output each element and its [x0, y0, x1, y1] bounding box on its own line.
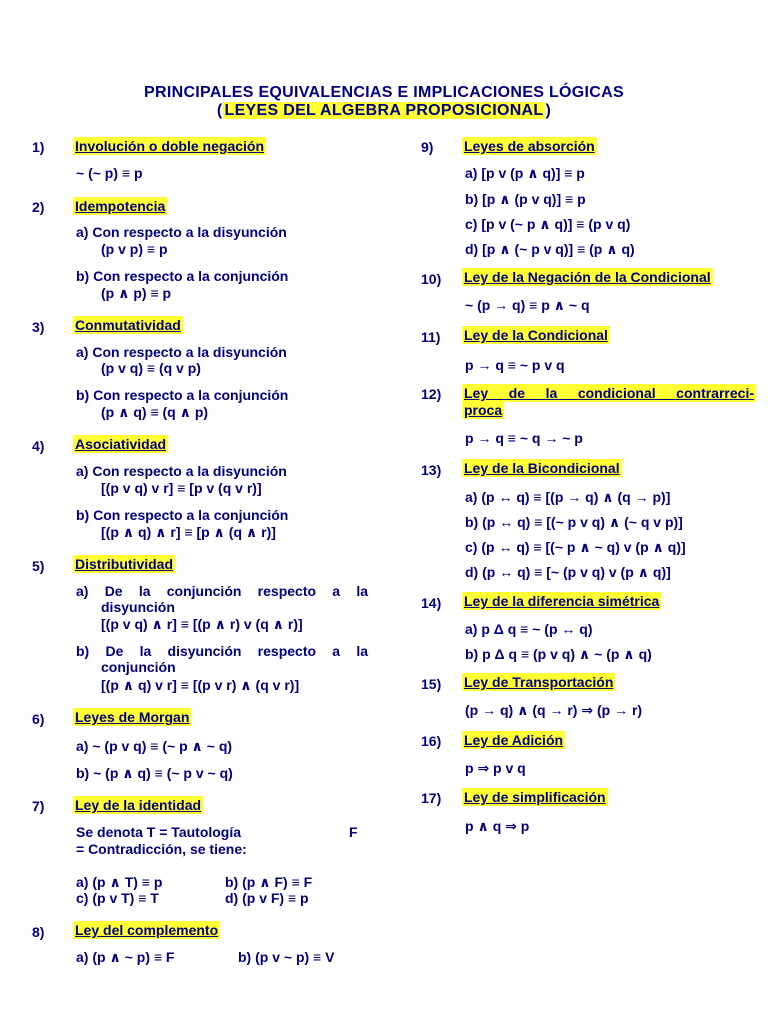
- formula-line: p → q ≡ ~ q → ~ p: [465, 430, 583, 446]
- formula-line: a) Con respecto a la disyunción: [76, 344, 287, 360]
- formula-line: d) [p ∧ (~ p v q)] ≡ (p ∧ q): [465, 241, 635, 257]
- law-heading: Conmutatividad: [75, 317, 181, 333]
- law-number: 5): [32, 558, 45, 574]
- law-number: 4): [32, 438, 45, 454]
- formula-line: p ∧ q ⇒ p: [465, 818, 530, 834]
- formula-line: c) [p v (~ p ∧ q)] ≡ (p v q): [465, 216, 631, 232]
- law-heading: Asociatividad: [75, 436, 167, 452]
- law-number: 17): [421, 790, 442, 806]
- formula-line: a) De la conjunción respecto a la: [76, 583, 368, 599]
- formula-line: b) De la disyunción respecto a la: [76, 643, 368, 659]
- formula-line: a) p Δ q ≡ ~ (p ↔ q): [465, 621, 593, 637]
- document-title-line2: [0, 102, 768, 120]
- formula-line: [(p v q) v r] ≡ [p v (q v r)]: [101, 480, 262, 496]
- law-heading: Ley de la diferencia simétrica: [464, 593, 660, 609]
- formula-line: a) [p v (p ∧ q)] ≡ p: [465, 165, 585, 181]
- formula-line: p → q ≡ ~ p v q: [465, 357, 565, 373]
- law-heading: Leyes de absorción: [464, 138, 595, 154]
- formula-line: p ⇒ p v q: [465, 760, 526, 776]
- formula-line: b) ~ (p ∧ q) ≡ (~ p v ~ q): [76, 765, 233, 781]
- law-number: 1): [32, 139, 45, 155]
- law-number: 3): [32, 319, 45, 335]
- formula-line: [(p ∧ q) v r] ≡ [(p v r) ∧ (q v r)]: [101, 677, 300, 693]
- law-heading: Ley de la Negación de la Condicional: [464, 269, 711, 285]
- formula-line: b) Con respecto a la conjunción: [76, 268, 289, 284]
- law-heading: Leyes de Morgan: [75, 709, 190, 725]
- law-number: 9): [421, 139, 434, 155]
- formula-line: a) ~ (p v q) ≡ (~ p ∧ ~ q): [76, 738, 233, 754]
- formula-line: (p v q) ≡ (q v p): [101, 360, 201, 376]
- formula-line: d) (p v F) ≡ p: [225, 890, 309, 906]
- law-heading-cont: proca: [464, 402, 503, 418]
- law-heading: Ley del complemento: [75, 922, 219, 938]
- law-number: 10): [421, 271, 442, 287]
- law-number: 6): [32, 711, 45, 727]
- law-heading: Ley de la condicional contrarreci-: [464, 385, 754, 401]
- law-heading: Ley de Adición: [464, 732, 564, 748]
- formula-line: a) (p ↔ q) ≡ [(p → q) ∧ (q → p)]: [465, 489, 671, 505]
- document-title-line1: PRINCIPALES EQUIVALENCIAS E IMPLICACIONES LÓGICAS: [144, 84, 624, 101]
- law-heading: Distributividad: [75, 556, 174, 572]
- law-number: 15): [421, 676, 442, 692]
- title-open-paren: (: [216, 102, 223, 119]
- formula-line: b) (p ↔ q) ≡ [(~ p v q) ∧ (~ q v p)]: [465, 514, 683, 530]
- law-number: 7): [32, 798, 45, 814]
- law-heading: Ley de Transportación: [464, 674, 614, 690]
- formula-line: Se denota T = Tautología: [76, 824, 242, 840]
- formula-line: a) (p ∧ T) ≡ p: [76, 874, 163, 890]
- law-heading: Idempotencia: [75, 198, 166, 214]
- formula-line: b) (p ∧ F) ≡ F: [225, 874, 313, 890]
- law-number: 8): [32, 924, 45, 940]
- formula-line: c) (p v T) ≡ T: [76, 890, 159, 906]
- formula-line: a) (p ∧ ~ p) ≡ F: [76, 949, 175, 965]
- formula-line: (p → q) ∧ (q → r) ⇒ (p → r): [465, 702, 643, 718]
- formula-line: conjunción: [101, 659, 176, 675]
- law-heading: Ley de simplificación: [464, 789, 606, 805]
- title-highlight: LEYES DEL ALGEBRA PROPOSICIONAL: [224, 102, 544, 119]
- law-heading: Ley de la identidad: [75, 797, 202, 813]
- law-number: 2): [32, 199, 45, 215]
- formula-line: d) (p ↔ q) ≡ [~ (p v q) v (p ∧ q)]: [465, 564, 671, 580]
- formula-line: a) Con respecto a la disyunción: [76, 463, 287, 479]
- formula-line: ~ (p → q) ≡ p ∧ ~ q: [465, 297, 590, 313]
- formula-line: b) Con respecto a la conjunción: [76, 507, 289, 523]
- formula-line: disyunción: [101, 599, 175, 615]
- formula-line: = Contradicción, se tiene:: [76, 841, 247, 857]
- law-heading: Ley de la Bicondicional: [464, 460, 620, 476]
- formula-line: b) (p v ~ p) ≡ V: [238, 949, 335, 965]
- formula-line: (p ∧ q) ≡ (q ∧ p): [101, 404, 209, 420]
- formula-line: (p v p) ≡ p: [101, 241, 168, 257]
- law-number: 13): [421, 462, 442, 478]
- law-heading: Involución o doble negación: [75, 138, 265, 154]
- law-number: 11): [421, 329, 441, 345]
- formula-line: (p ∧ p) ≡ p: [101, 285, 172, 301]
- formula-line: ~ (~ p) ≡ p: [76, 165, 143, 181]
- formula-line: F: [349, 824, 358, 840]
- law-number: 16): [421, 733, 442, 749]
- formula-line: b) Con respecto a la conjunción: [76, 387, 289, 403]
- law-heading: Ley de la Condicional: [464, 327, 608, 343]
- formula-line: a) Con respecto a la disyunción: [76, 224, 287, 240]
- formula-line: b) [p ∧ (p v q)] ≡ p: [465, 191, 586, 207]
- formula-line: c) (p ↔ q) ≡ [(~ p ∧ ~ q) v (p ∧ q)]: [465, 539, 686, 555]
- formula-line: b) p Δ q ≡ (p v q) ∧ ~ (p ∧ q): [465, 646, 652, 662]
- formula-line: [(p ∧ q) ∧ r] ≡ [p ∧ (q ∧ r)]: [101, 524, 276, 540]
- formula-line: [(p v q) ∧ r] ≡ [(p ∧ r) v (q ∧ r)]: [101, 616, 303, 632]
- title-close-paren: ): [545, 102, 552, 119]
- law-number: 12): [421, 386, 442, 402]
- law-number: 14): [421, 595, 442, 611]
